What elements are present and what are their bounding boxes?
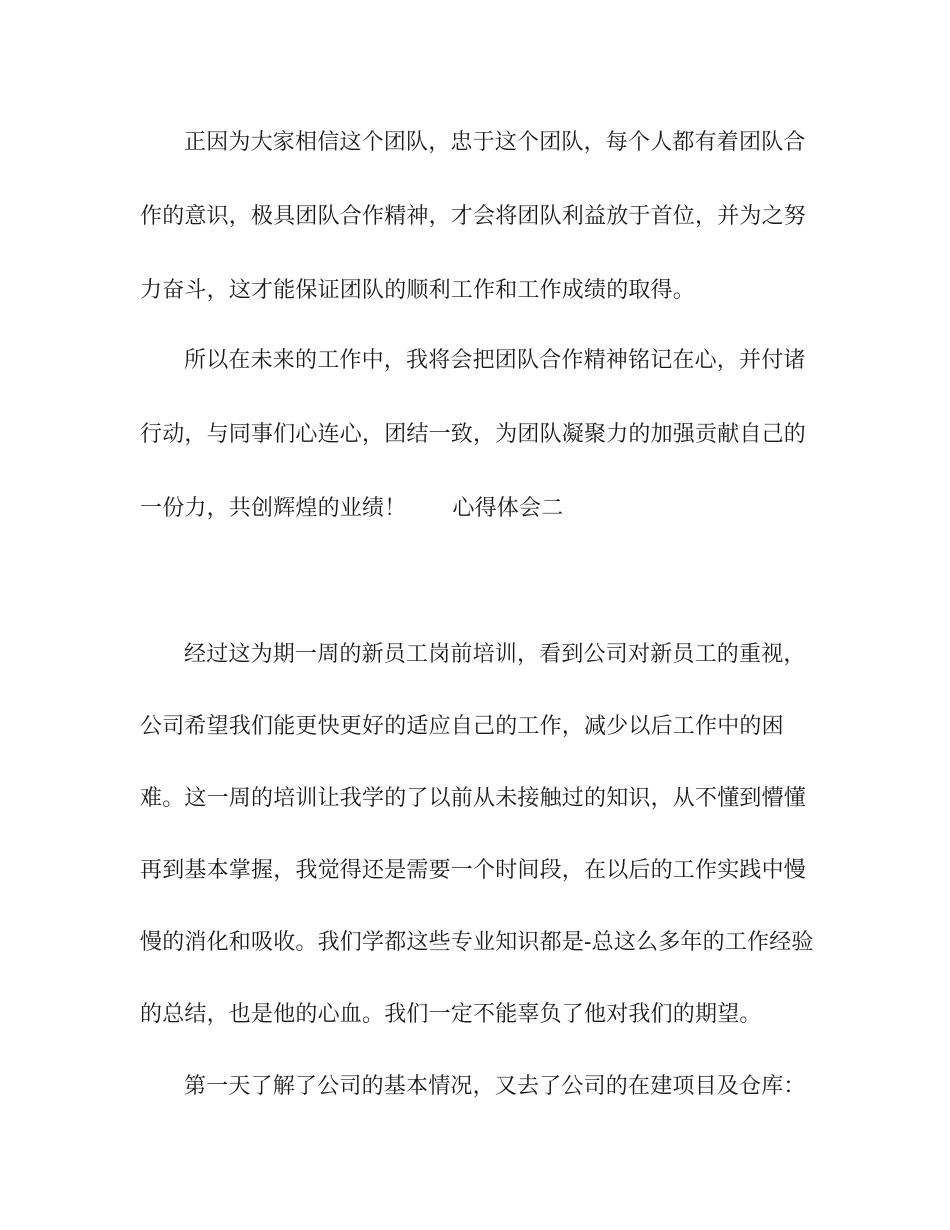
paragraph-1-line-1: 正因为大家相信这个团队，忠于这个团队，每个人都有着团队合: [184, 130, 806, 155]
paragraph-2-line-2: 行动，与同事们心连心，团结一致，为团队凝聚力的加强贡献自己的: [140, 422, 807, 447]
paragraph-1-line-2: 作的意识，极具团队合作精神，才会将团队利益放于首位，并为之努: [140, 204, 807, 229]
paragraph-3-line-2: 公司希望我们能更快更好的适应自己的工作，减少以后工作中的困: [140, 714, 784, 739]
paragraph-3-line-4: 再到基本掌握，我觉得还是需要一个时间段，在以后的工作实践中慢: [140, 858, 807, 883]
paragraph-4-line-1: 第一天了解了公司的基本情况，又去了公司的在建项目及仓库：: [184, 1074, 806, 1099]
paragraph-2-line-3: [140, 494, 563, 524]
paragraph-3-line-1: 经过这为期一周的新员工岗前培训，看到公司对新员工的重视，: [184, 642, 806, 667]
paragraph-3-line-6: 的总结，也是他的心血。我们一定不能辜负了他对我们的期望。: [140, 1002, 762, 1027]
paragraph-1-line-3: 力奋斗，这才能保证团队的顺利工作和工作成绩的取得。: [140, 278, 696, 303]
paragraph-3-line-5: 慢的消化和吸收。我们学都这些专业知识都是-总这么多年的工作经验: [140, 930, 814, 955]
paragraph-2-line-3-text: 一份力，共创辉煌的业绩！: [140, 496, 407, 521]
paragraph-2-line-1: 所以在未来的工作中，我将会把团队合作精神铭记在心，并付诸: [184, 348, 806, 373]
paragraph-3-line-3: 难。这一周的培训让我学的了以前从未接触过的知识，从不懂到懵懂: [140, 786, 807, 811]
section-heading: 心得体会二: [452, 496, 564, 521]
